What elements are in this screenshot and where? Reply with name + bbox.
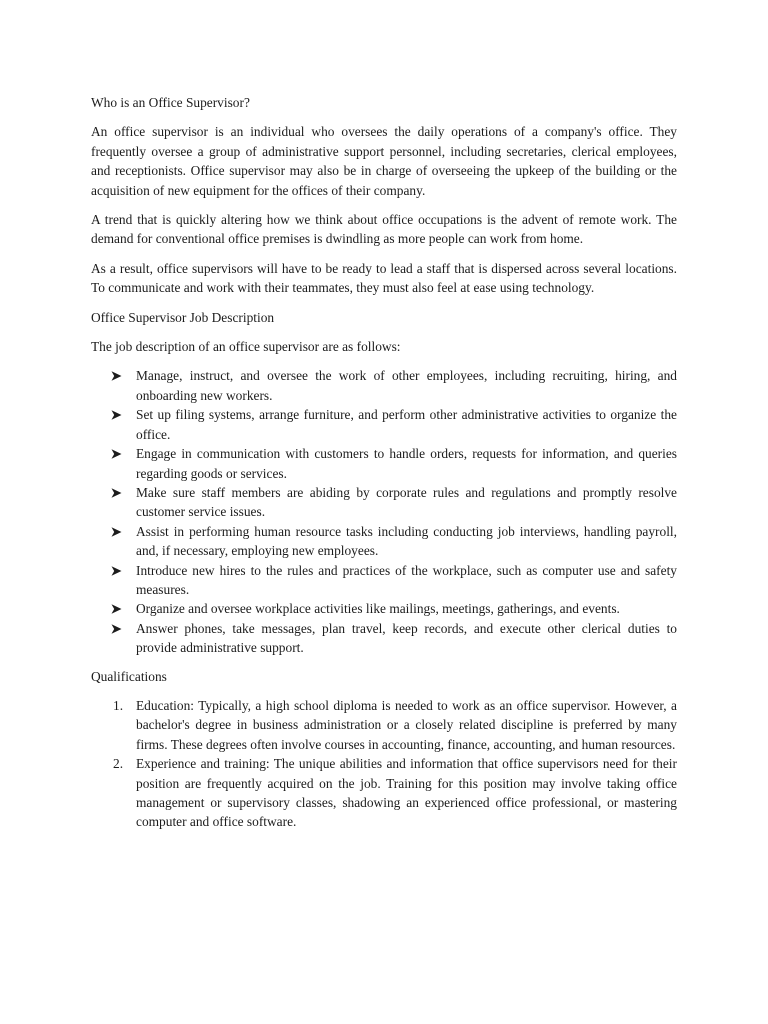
duty-text: Organize and oversee workplace activities like mailings, meetings, gatherings, and events. [136,601,620,617]
arrowhead-bullet-icon [111,371,122,381]
duty-list-item [91,619,677,658]
qualification-list-item [91,696,677,754]
qualification-number: 1. [113,697,124,713]
duty-list-item [91,483,677,522]
arrowhead-bullet-icon [111,449,122,459]
arrowhead-bullet-icon [111,624,122,634]
duty-text: Set up filing systems, arrange furniture, and perform other administrative activities to organize the office. [136,407,677,442]
arrowhead-bullet-icon [111,410,122,420]
duty-text: Introduce new hires to the rules and practices of the workplace, such as computer use and safety measures. [136,562,677,597]
document-page [91,93,677,832]
duty-list-item [91,599,677,618]
arrowhead-bullet-icon [111,527,122,537]
duty-text: Make sure staff members are abiding by corporate rules and regulations and promptly resolve customer service issues. [136,484,677,520]
paragraph-dispersed-staff: As a result, office supervisors will have to be ready to lead a staff that is dispersed across several locations. To communicate and work with their teammates, they must also feel at ease using technology. [91,260,677,296]
duty-text: Answer phones, take messages, plan travel, keep records, and execute other clerical duties to provide administrative support. [136,620,677,656]
duty-text: Assist in performing human resource tasks including conducting job interviews, handling payroll, and, if necessary, employing new employees. [136,523,677,559]
heading-job-description: Office Supervisor Job Description [91,309,275,325]
qualification-text: Education: Typically, a high school diploma is needed to work as an office supervisor. However, a bachelor's degree in business administration or a closely related discipline is preferred by many firms. These degrees often involve courses in accounting, finance, accounting, and human resources. [136,697,677,752]
qualification-number: 2. [113,756,124,772]
qualifications-list [91,696,677,832]
paragraph-job-description-intro: The job description of an office supervisor are as follows: [91,339,401,355]
duty-text: Engage in communication with customers to handle orders, requests for information, and queries regarding goods or services. [136,446,677,481]
duty-list-item [91,522,677,561]
duties-list [91,366,677,657]
duty-list-item [91,561,677,600]
arrowhead-bullet-icon [111,566,122,576]
paragraph-definition: An office supervisor is an individual who oversees the daily operations of a company's office. They frequently oversee a group of administrative support personnel, including secretaries, clerical employees, and receptionists. Office supervisor may also be in charge of overseeing the upkeep of the building or the acquisition of new equipment for the offices of their company. [91,124,677,198]
qualification-list-item [91,754,677,832]
arrowhead-bullet-icon [111,604,122,614]
heading-qualifications: Qualifications [91,668,167,684]
duty-list-item [91,444,677,483]
duty-text: Manage, instruct, and oversee the work of other employees, including recruiting, hiring, and onboarding new workers. [136,368,677,403]
paragraph-remote-work-trend: A trend that is quickly altering how we think about office occupations is the advent of remote work. The demand for conventional office premises is dwindling as more people can work from home. [91,212,677,247]
duty-list-item [91,366,677,405]
qualification-text: Experience and training: The unique abilities and information that office supervisors need for their position are frequently acquired on the job. Training for this position may involve taking office management or supervisory classes, shadowing an experienced office professional, or mastering computer and office software. [136,756,677,830]
duty-list-item [91,405,677,444]
arrowhead-bullet-icon [111,488,122,498]
heading-who-is-office-supervisor: Who is an Office Supervisor? [91,95,250,110]
